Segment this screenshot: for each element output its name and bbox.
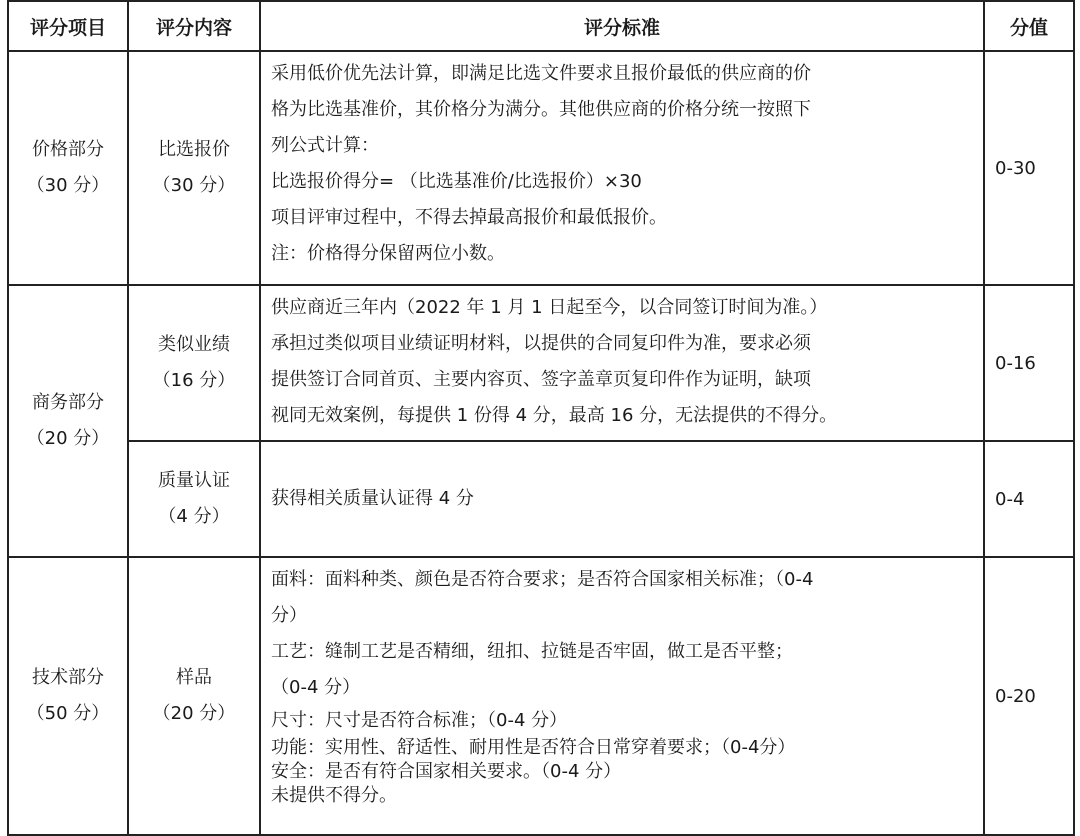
price-item-name: 价格部分 [32, 139, 104, 160]
quality-row [8, 441, 1074, 557]
price-criteria-line: 项目评审过程中，不得去掉最高报价和最低报价。 [271, 207, 667, 228]
technical-criteria-line: 面料：面料种类、颜色是否符合要求；是否符合国家相关标准；（0-4 [271, 569, 814, 590]
technical-content-name: 样品 [176, 667, 212, 688]
technical-criteria-line: 功能：实用性、舒适性、耐用性是否符合日常穿着要求；（0-4分） [271, 737, 796, 758]
technical-criteria-line: 安全：是否有符合国家相关要求。（0-4 分） [271, 761, 622, 782]
price-row [8, 51, 1074, 285]
quality-content-cell [128, 441, 260, 557]
performance-criteria-cell [260, 285, 984, 441]
price-content-name: 比选报价 [158, 139, 230, 160]
price-content-cell [128, 51, 260, 285]
technical-content-cell [128, 557, 260, 835]
technical-item-cell [8, 557, 128, 835]
price-criteria-cell [260, 51, 984, 285]
performance-score: 0-16 [984, 285, 1074, 441]
business-item-points: （20 分） [26, 428, 110, 449]
price-item-cell [8, 51, 128, 285]
technical-score: 0-20 [984, 557, 1074, 835]
price-score: 0-30 [984, 51, 1074, 285]
performance-criteria-line: 视同无效案例，每提供 1 份得 4 分，最高 16 分，无法提供的不得分。 [271, 405, 838, 426]
quality-criteria-cell [260, 441, 984, 557]
technical-item-points: （50 分） [26, 703, 110, 724]
technical-criteria-line: 工艺：缝制工艺是否精细，纽扣、拉链是否牢固，做工是否平整； [271, 641, 793, 662]
business-item-name: 商务部分 [32, 392, 104, 413]
price-item-points: （30 分） [26, 175, 110, 196]
price-criteria-line: 比选报价得分= （比选基准价/比选报价）×30 [271, 171, 642, 192]
price-criteria-line: 列公式计算： [271, 135, 379, 156]
performance-content-cell [128, 285, 260, 441]
header-content: 评分内容 [128, 1, 260, 51]
performance-content-points: （16 分） [152, 370, 236, 391]
quality-content-name: 质量认证 [158, 470, 230, 491]
header-standard: 评分标准 [260, 1, 984, 51]
performance-row [8, 285, 1074, 441]
technical-criteria-cell [260, 557, 984, 835]
performance-criteria-line: 提供签订合同首页、主要内容页、签字盖章页复印件作为证明，缺项 [271, 369, 811, 390]
price-content-points: （30 分） [152, 175, 236, 196]
technical-criteria-tight-block [271, 736, 973, 808]
business-item-cell [8, 285, 128, 557]
header-row [8, 1, 1074, 51]
technical-row [8, 557, 1074, 835]
scoring-table [7, 0, 1075, 836]
price-criteria-line: 注：价格得分保留两位小数。 [271, 243, 505, 264]
quality-score: 0-4 [984, 441, 1074, 557]
technical-criteria-line: （0-4 分） [271, 677, 361, 698]
price-criteria-line: 采用低价优先法计算，即满足比选文件要求且报价最低的供应商的价 [271, 63, 811, 84]
quality-criteria-line: 获得相关质量认证得 4 分 [271, 488, 474, 509]
header-item: 评分项目 [8, 1, 128, 51]
performance-criteria-line: 供应商近三年内（2022 年 1 月 1 日起至今，以合同签订时间为准。） [271, 297, 828, 318]
performance-criteria-line: 承担过类似项目业绩证明材料，以提供的合同复印件为准，要求必须 [271, 333, 811, 354]
header-score: 分值 [984, 1, 1074, 51]
performance-content-name: 类似业绩 [158, 334, 230, 355]
technical-content-points: （20 分） [152, 703, 236, 724]
technical-item-name: 技术部分 [32, 667, 104, 688]
technical-criteria-line: 未提供不得分。 [271, 785, 397, 806]
quality-content-points: （4 分） [158, 506, 230, 527]
price-criteria-line: 格为比选基准价，其价格分为满分。其他供应商的价格分统一按照下 [271, 99, 811, 120]
technical-criteria-line: 分） [271, 605, 307, 626]
technical-criteria-line: 尺寸：尺寸是否符合标准；（0-4 分） [271, 710, 568, 731]
